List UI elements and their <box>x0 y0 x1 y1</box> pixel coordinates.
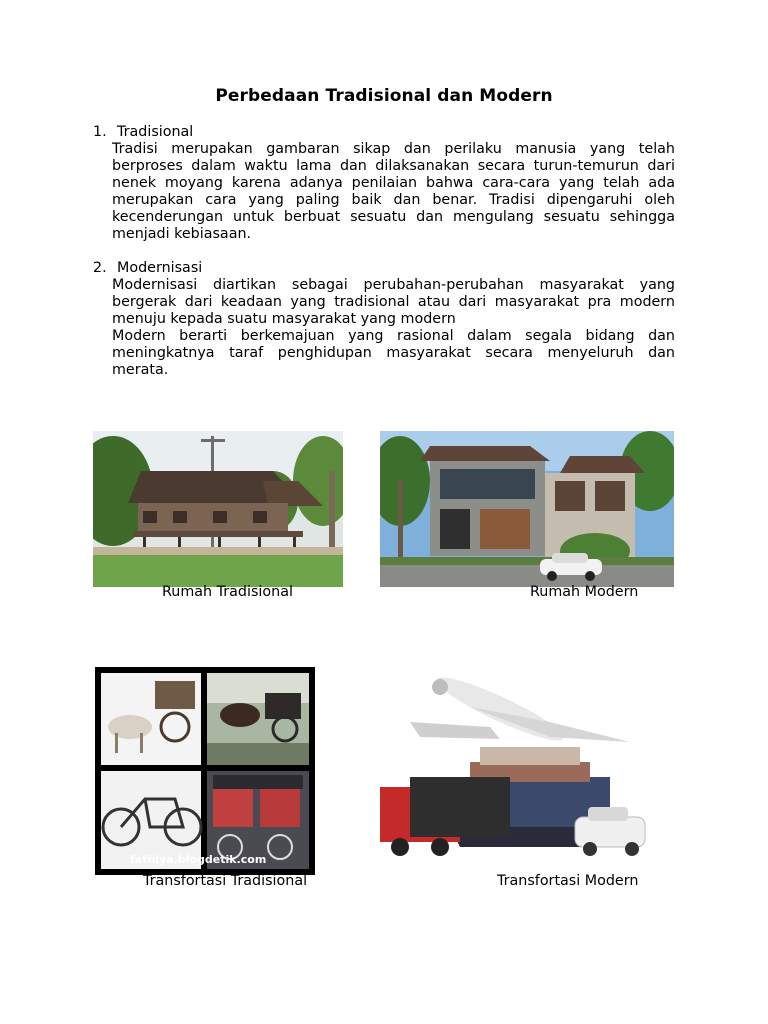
section-modernisasi <box>93 260 675 379</box>
page-title: Perbedaan Tradisional dan Modern <box>215 86 553 106</box>
modern-transport-illustration <box>350 667 670 877</box>
rumah-tradisional-image <box>93 431 343 587</box>
modern-house-illustration <box>380 431 674 587</box>
section-heading: Tradisional <box>117 124 194 140</box>
caption-transportasi-modern: Transfortasi Modern <box>497 873 639 889</box>
rumah-modern-image <box>380 431 674 587</box>
section-paragraph: Tradisi merupakan gambaran sikap dan perilaku manusia yang telah berproses dalam waktu lama dan dilaksanakan secara turun-temurun dari nenek moyang karena adanya penilaian bahwa cara-cara yang telah ada merupakan cara yang paling baik dan benar. Tradisi dipengaruhi oleh kecenderungan untuk berbuat sesuatu dan mengulang sesuatu sehingga menjadi kebiasaan. <box>112 141 675 242</box>
traditional-transport-collage <box>95 667 315 875</box>
section-tradisional <box>93 124 675 243</box>
transportasi-tradisional-image <box>95 667 315 875</box>
section-number: 2. <box>93 260 107 276</box>
section-heading: Modernisasi <box>117 260 203 276</box>
section-number: 1. <box>93 124 107 140</box>
section-paragraph: Modern berarti berkemajuan yang rasional dalam segala bidang dan meningkatnya taraf penghidupan masyarakat secara menyeluruh dan merata. <box>112 328 675 378</box>
watermark-text: fathiya.blogdetik.com <box>130 853 267 866</box>
transportasi-modern-image <box>350 667 670 877</box>
section-paragraph: Modernisasi diartikan sebagai perubahan-perubahan masyarakat yang bergerak dari keadaan yang tradisional atau dari masyarakat pra modern menuju kepada suatu masyarakat yang modern <box>112 277 675 327</box>
caption-rumah-modern: Rumah Modern <box>530 584 639 600</box>
caption-rumah-tradisional: Rumah Tradisional <box>162 584 293 600</box>
caption-transportasi-tradisional: Transfortasi Tradisional <box>143 873 308 889</box>
traditional-house-illustration <box>93 431 343 587</box>
